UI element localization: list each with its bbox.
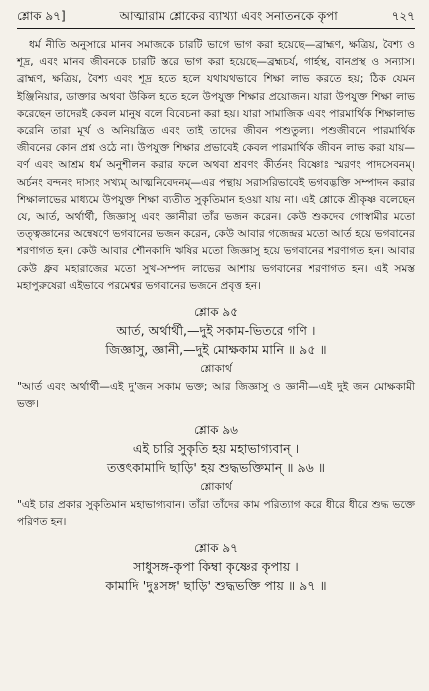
purport-line: যারা উপযুক্ত শিক্ষা লাভ করেছেন তাদেরই কেবল মানুষ বলে বিবেচনা করা হয়। যারা <box>17 90 416 120</box>
purport-line: ফলে অথবা শ্রবণং কীর্তনং বিষ্ণোঃ স্মরণং পাদসেবনম্। অর্চনং বন্দনং দাস্যং সখ্যম্ <box>17 159 415 189</box>
purport-line: উপযুক্ত শিক্ষা ব্যতীত সুকৃতিমান হওয়া যায় না। এই শ্লোকে শ্রীকৃষ্ণ বলেছেন যে, <box>17 193 415 224</box>
purport-line: শরণাগত হন। আবার কেউ ধ্রুব মহারাজের মতো সুখ-সম্পদ লাভের আশায় ভগবানের <box>17 245 415 275</box>
purport-line: শূদ্র, এবং মানব জীবনকে চারটি স্তরে ভাগ করা হয়েছে—ব্রহ্মচর্য, গার্হস্থ, বানপ্রস্থ ও <box>17 56 380 69</box>
translation-line: মোক্ষকামী ভক্ত। <box>17 381 415 411</box>
verse-reference: শ্লোক ৯৭] <box>17 9 66 23</box>
purport-line: সন্যাস। ব্রাহ্মণ, ক্ষত্রিয়, বৈশ্য এবং শূদ্র হতে হলে যথাযথভাবে শিক্ষা লাভ করতে <box>17 56 416 86</box>
verse-95 <box>17 303 415 413</box>
purport-line: আত্মনিবেদনম্—এর পন্থায় সরাসরিভাবেই ভগবদ্ভক্তি সম্পাদন করার শিক্ষালাভের মাধ্যমে <box>17 176 415 206</box>
verse-heading: শ্লোক ৯৫ <box>194 305 238 320</box>
translation-heading: শ্লোকার্থ <box>200 363 232 376</box>
purport-line: আর্ত, অর্থার্থী, জিজ্ঞাসু এবং জ্ঞানীরা তাঁর ভজন করেন। কেউ শুকদেব গোস্বামীর মতো <box>36 211 415 224</box>
translation-line: "এই চার প্রকার সুকৃতিমান মহাভাগ্যবান। তাঁরা তাঁদের কাম পরিত্যাগ করে ধীরে <box>17 499 345 512</box>
verse-line: সাধুসঙ্গ-কৃপা কিম্বা কৃষ্ণের কৃপায় । <box>133 559 299 575</box>
verse-line: তত্তৎকামাদি ছাড়ি' হয় শুদ্ধভক্তিমান্ ॥ ৯৬ ॥ <box>107 460 325 476</box>
running-header <box>17 8 415 29</box>
translation-text <box>17 497 415 531</box>
verse-line: কামাদি 'দুঃসঙ্গ' ছাড়ি' শুদ্ধভক্তি পায় ॥ ৯৭ ॥ <box>105 578 327 594</box>
purport-line: জীবন পশুতুল্য। পশুজীবনে পারমার্থিক জীবনের কোন প্রশ্ন ওঠে না। উপযুক্ত শিক্ষার <box>17 125 415 155</box>
purport-line: প্রভাবেই কেবল পারমার্থিক জীবন লাভ করা যায়—বর্ণ এবং আশ্রম ধর্ম অনুশীলন করার <box>17 142 416 172</box>
verse-line: এই চারি সুকৃতি হয় মহাভাগ্যবান্ । <box>132 441 300 457</box>
verse-heading: শ্লোক ৯৭ <box>194 541 238 556</box>
verse-heading: শ্লোক ৯৬ <box>194 423 238 438</box>
verse-line: জিজ্ঞাসু, জ্ঞানী,—দুই মোক্ষকাম মানি ॥ ৯৫ ॥ <box>105 342 327 358</box>
purport-line: শরণাগত হন। এই সমস্ত মহাপুরুষেরা এইভাবে পরমেশ্বর ভগবানের ভজনে প্রবৃত্ত হন। <box>17 262 415 292</box>
translation-line: "আর্ত এবং অর্থার্থী—এই দু'জন সকাম ভক্ত; আর জিজ্ঞাসু ও জ্ঞানী—এই দুই জন <box>17 381 369 394</box>
page-number: ৭২৭ <box>391 9 415 23</box>
verse-line: আর্ত, অর্থার্থী,—দুই সকাম-ভিতরে গণি । <box>116 323 316 339</box>
translation-line: ধীরে শুদ্ধ ভক্তে পরিণত হন। <box>17 499 415 529</box>
purport-line: ভগবানের শরণাগত হন। কেউ আবার শৌনকাদি ঋষির মতো জিজ্ঞাসু হয়ে ভগবানের <box>17 228 416 258</box>
purport-paragraph <box>17 37 415 295</box>
purport-line: হয়; ঠিক যেমন ইঞ্জিনিয়ার, ডাক্তার অথবা উকিল হতে হলে উপযুক্ত শিক্ষার প্রয়োজন। <box>17 73 415 103</box>
verse-97 <box>17 539 415 595</box>
translation-text <box>17 379 415 413</box>
chapter-title: আত্মারাম শ্লোকের ব্যাখ্যা এবং সনাতনকে কৃপা <box>119 9 338 23</box>
verse-96 <box>17 421 415 531</box>
purport-line: ধর্ম নীতি অনুসারে মানব সমাজকে চারটি ভাগে ভাগ করা হয়েছে—ব্রাহ্মণ, ক্ষত্রিয়, বৈশ্য ও <box>29 39 415 51</box>
purport-line: তত্ত্বজ্ঞানের অন্বেষণে ভগবানের ভজন করেন, কেউ আবার গজেন্দ্রর মতো আর্ত হয়ে <box>17 228 372 241</box>
purport-line: সামাজিক এবং পারমার্থিক শিক্ষালাভ করেনি তারা মূর্খ ও অনিয়ন্ত্রিত এবং তাই তাদের <box>17 107 415 138</box>
translation-heading: শ্লোকার্থ <box>200 481 232 494</box>
